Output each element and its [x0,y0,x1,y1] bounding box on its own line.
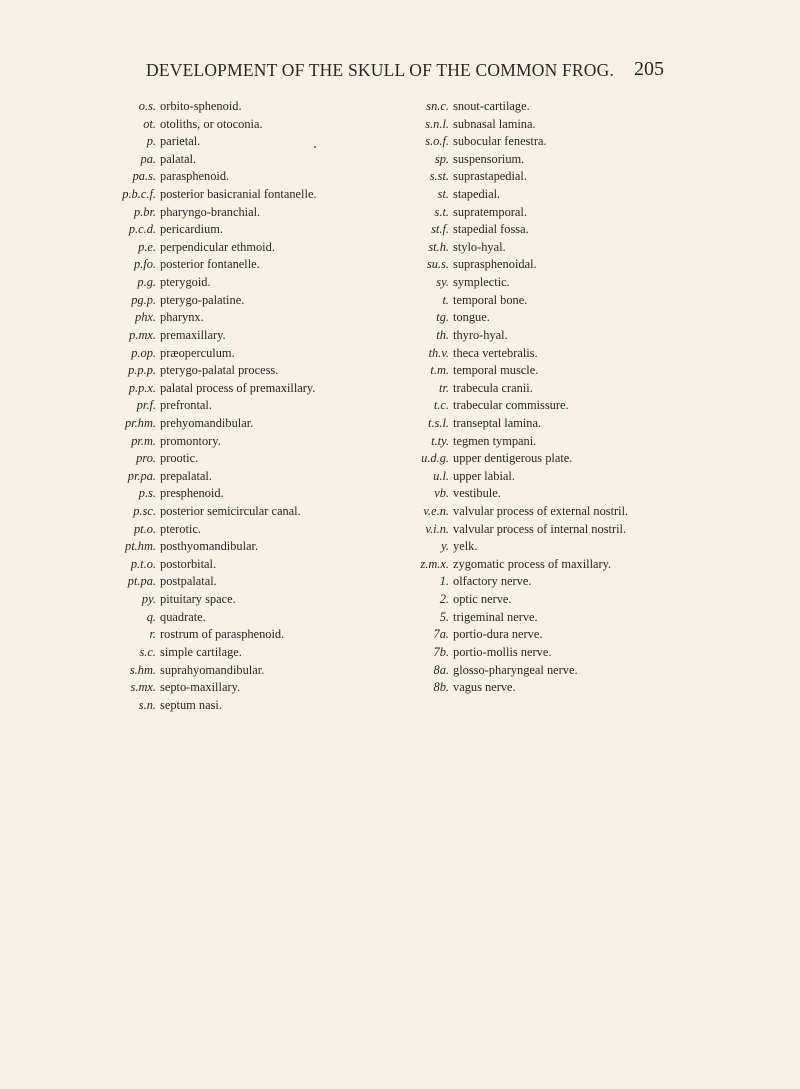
legend-description: præoperculum. [160,345,235,360]
legend-abbreviation: p.sc. [133,504,156,519]
legend-description: pituitary space. [160,592,236,607]
legend-entry [397,151,757,169]
legend-description: trabecula cranii. [453,380,533,395]
legend-entry [397,292,757,310]
legend-abbreviation: pg.p. [131,292,156,307]
legend-description: olfactory nerve. [453,574,532,589]
legend-entry [397,397,757,415]
legend-entry [397,221,757,239]
legend-description: rostrum of parasphenoid. [160,627,285,642]
legend-description: suprasphenoidal. [453,257,537,272]
legend-entry [397,626,757,644]
legend-abbreviation: tr. [439,380,449,395]
legend-abbreviation: pa. [140,151,156,166]
left-column-legend [90,98,390,714]
legend-abbreviation: 8a. [433,662,449,677]
legend-description: suspensorium. [453,151,525,166]
legend-entry [397,362,757,380]
legend-abbreviation: pt.o. [133,521,156,536]
legend-abbreviation: p.p.p. [128,363,156,378]
legend-entry [90,415,390,433]
legend-abbreviation: p.fo. [133,257,156,272]
legend-entry [397,573,757,591]
legend-entry [90,327,390,345]
legend-abbreviation: pr.pa. [127,468,156,483]
legend-entry [90,116,390,134]
legend-description: vestibule. [453,486,501,501]
legend-abbreviation: p.p.x. [128,380,156,395]
legend-description: valvular process of external nostril. [453,504,629,519]
legend-entry [90,503,390,521]
legend-abbreviation: ot. [143,116,156,131]
legend-entry [397,168,757,186]
legend-abbreviation: 1. [439,574,449,589]
legend-entry [397,415,757,433]
legend-abbreviation: sy. [436,275,449,290]
legend-description: temporal muscle. [453,363,539,378]
legend-entry [397,503,757,521]
legend-entry [397,538,757,556]
legend-entry [90,98,390,116]
legend-entry [397,116,757,134]
legend-entry [397,274,757,292]
legend-description: stylo-hyal. [453,239,506,254]
legend-description: upper labial. [453,468,515,483]
legend-description: tongue. [453,310,490,325]
legend-abbreviation: st.h. [428,239,449,254]
legend-abbreviation: p.g. [137,275,156,290]
legend-entry [397,327,757,345]
legend-entry [90,380,390,398]
legend-entry [397,609,757,627]
legend-description: presphenoid. [160,486,224,501]
legend-description: thyro-hyal. [453,327,508,342]
legend-description: theca vertebralis. [453,345,538,360]
legend-abbreviation: s.c. [139,644,156,659]
legend-description: pterotic. [160,521,201,536]
legend-abbreviation: u.d.g. [421,451,449,466]
legend-entry [90,256,390,274]
legend-abbreviation: r. [149,627,156,642]
legend-description: postpalatal. [160,574,217,589]
legend-description: trigeminal nerve. [453,609,538,624]
legend-description: prepalatal. [160,468,212,483]
legend-description: suprastapedial. [453,169,527,184]
legend-abbreviation: t.s.l. [428,415,449,430]
legend-abbreviation: s.o.f. [425,134,449,149]
legend-entry [397,679,757,697]
legend-description: quadrate. [160,609,206,624]
legend-entry [397,485,757,503]
legend-entry [90,274,390,292]
legend-entry [90,468,390,486]
legend-abbreviation: q. [146,609,156,624]
legend-entry [397,133,757,151]
legend-entry [90,362,390,380]
legend-description: premaxillary. [160,327,226,342]
legend-description: supratemporal. [453,204,527,219]
legend-entry [90,644,390,662]
legend-abbreviation: pr.f. [136,398,156,413]
legend-abbreviation: th. [436,327,449,342]
legend-entry [397,98,757,116]
legend-abbreviation: y. [441,539,449,554]
legend-entry [397,591,757,609]
legend-description: promontory. [160,433,221,448]
legend-abbreviation: su.s. [426,257,449,272]
legend-description: symplectic. [453,275,510,290]
legend-abbreviation: py. [141,592,156,607]
legend-description: posterior basicranial fontanelle. [160,187,317,202]
legend-abbreviation: 5. [439,609,449,624]
legend-description: subocular fenestra. [453,134,547,149]
legend-entry [397,662,757,680]
legend-abbreviation: u.l. [433,468,449,483]
legend-description: posterior semicircular canal. [160,504,301,519]
legend-abbreviation: p.e. [138,239,156,254]
legend-abbreviation: s.n.l. [425,116,449,131]
legend-description: valvular process of internal nostril. [453,521,627,536]
legend-abbreviation: p.c.d. [128,222,156,237]
legend-entry [397,345,757,363]
legend-abbreviation: sn.c. [426,99,449,113]
legend-abbreviation: pt.hm. [125,539,156,554]
legend-description: pterygo-palatal process. [160,363,279,378]
legend-entry [90,168,390,186]
legend-abbreviation: 7b. [433,644,449,659]
legend-description: stapedial fossa. [453,222,529,237]
legend-description: prehyomandibular. [160,415,254,430]
legend-entry [397,256,757,274]
legend-description: posthyomandibular. [160,539,259,554]
legend-description: upper dentigerous plate. [453,451,573,466]
legend-description: tegmen tympani. [453,433,537,448]
legend-entry [90,292,390,310]
legend-description: zygomatic process of maxillary. [453,556,612,571]
legend-abbreviation: pro. [136,451,156,466]
legend-abbreviation: pa.s. [132,169,156,184]
legend-abbreviation: sp. [434,151,449,166]
legend-abbreviation: o.s. [138,99,156,113]
legend-description: pharynx. [160,310,204,325]
legend-entry [90,556,390,574]
legend-entry [397,186,757,204]
legend-abbreviation: v.e.n. [423,504,449,519]
legend-entry [90,309,390,327]
legend-description: palatal. [160,151,197,166]
legend-abbreviation: p.b.c.f. [122,187,156,202]
legend-description: pharyngo-branchial. [160,204,261,219]
running-header [146,60,664,82]
legend-description: pterygoid. [160,275,211,290]
legend-abbreviation: th.v. [428,345,449,360]
legend-entry [90,591,390,609]
legend-entry [90,204,390,222]
legend-description: postorbital. [160,556,217,571]
legend-entry [90,151,390,169]
legend-abbreviation: st.f. [431,222,449,237]
legend-abbreviation: s.st. [429,169,449,184]
legend-entry [397,556,757,574]
legend-description: temporal bone. [453,292,528,307]
legend-description: stapedial. [453,187,501,202]
legend-entry [90,521,390,539]
legend-abbreviation: s.n. [138,697,156,712]
legend-abbreviation: 7a. [433,627,449,642]
legend-description: portio-dura nerve. [453,627,543,642]
legend-description: orbito-sphenoid. [160,99,242,113]
legend-entry [90,221,390,239]
page-title: DEVELOPMENT OF THE SKULL OF THE COMMON FROG. [146,60,615,80]
legend-description: pterygo-palatine. [160,292,245,307]
legend-entry [397,204,757,222]
legend-entry [90,345,390,363]
legend-abbreviation: s.hm. [129,662,156,677]
legend-entry [90,133,390,151]
legend-abbreviation: pr.m. [131,433,156,448]
legend-abbreviation: t.m. [430,363,449,378]
legend-abbreviation: tg. [436,310,449,325]
legend-description: snout-cartilage. [453,99,530,113]
legend-entry [397,644,757,662]
legend-description: simple cartilage. [160,644,242,659]
legend-description: portio-mollis nerve. [453,644,552,659]
legend-entry [397,380,757,398]
legend-entry [397,239,757,257]
legend-description: optic nerve. [453,592,512,607]
legend-description: posterior fontanelle. [160,257,260,272]
legend-abbreviation: z.m.x. [420,556,449,571]
legend-entry [397,309,757,327]
legend-abbreviation: p.op. [131,345,156,360]
legend-entry [90,397,390,415]
legend-entry [90,186,390,204]
legend-abbreviation: p.t.o. [130,556,156,571]
legend-description: septum nasi. [160,697,222,712]
legend-description: glosso-pharyngeal nerve. [453,662,578,677]
legend-entry [397,521,757,539]
legend-abbreviation: s.mx. [130,680,156,695]
legend-description: yelk. [453,539,478,554]
legend-abbreviation: t.c. [433,398,449,413]
legend-abbreviation: 2. [439,592,449,607]
legend-abbreviation: t.ty. [431,433,449,448]
legend-description: suprahyomandibular. [160,662,265,677]
legend-abbreviation: p. [146,134,156,149]
legend-entry [90,538,390,556]
legend-entry [90,679,390,697]
legend-description: prootic. [160,451,199,466]
legend-entry [90,697,390,715]
legend-abbreviation: p.s. [138,486,156,501]
legend-entry [90,450,390,468]
legend-abbreviation: s.t. [434,204,449,219]
legend-abbreviation: st. [437,187,449,202]
legend-abbreviation: p.mx. [129,327,156,342]
legend-entry [90,433,390,451]
legend-abbreviation: vb. [434,486,449,501]
legend-abbreviation: v.i.n. [425,521,449,536]
legend-description: vagus nerve. [453,680,516,695]
legend-entry [90,662,390,680]
legend-description: trabecular commissure. [453,398,569,413]
legend-description: prefrontal. [160,398,212,413]
legend-entry [397,468,757,486]
legend-entry [90,573,390,591]
page-number: 205 [634,58,664,80]
legend-abbreviation: pt.pa. [127,574,156,589]
legend-description: parasphenoid. [160,169,230,184]
legend-entry [397,450,757,468]
legend-description: otoliths, or otoconia. [160,116,263,131]
legend-abbreviation: phx. [135,310,156,325]
legend-entry [397,433,757,451]
legend-entry [90,609,390,627]
legend-description: subnasal lamina. [453,116,536,131]
legend-description: septo-maxillary. [160,680,241,695]
legend-entry [90,239,390,257]
legend-description: parietal. [160,134,201,149]
legend-entry [90,626,390,644]
legend-description: palatal process of premaxillary. [160,380,316,395]
right-column-legend [397,98,757,697]
legend-abbreviation: 8b. [433,680,449,695]
legend-entry [90,485,390,503]
legend-description: transeptal lamina. [453,415,542,430]
legend-abbreviation: t. [442,292,449,307]
legend-abbreviation: p.br. [133,204,156,219]
legend-abbreviation: pr.hm. [125,415,156,430]
legend-description: pericardium. [160,222,223,237]
legend-description: perpendicular ethmoid. [160,239,275,254]
